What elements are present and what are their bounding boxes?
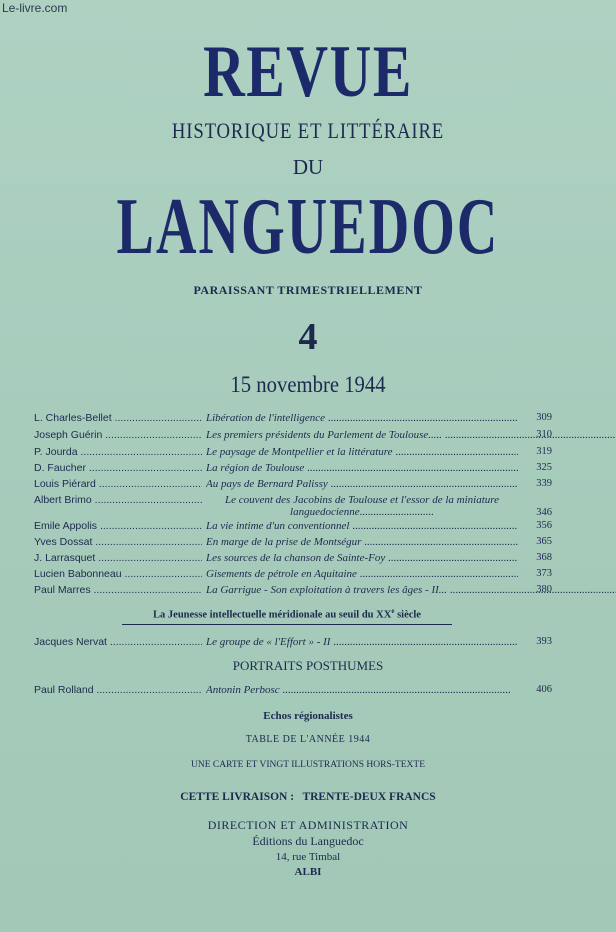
toc-entry bbox=[34, 462, 552, 478]
toc-entry bbox=[34, 552, 552, 568]
toc-title: Le groupe de « l'Effort » - II ..... bbox=[206, 636, 518, 648]
publisher-line: Éditions du Languedoc bbox=[252, 834, 364, 848]
toc-author: D. Faucher ..... bbox=[34, 462, 202, 474]
toc-author: Emile Appolis ..... bbox=[34, 520, 202, 532]
echos-line: Echos régionalistes bbox=[263, 710, 353, 722]
toc-page: 393 bbox=[536, 636, 552, 647]
toc-page: 406 bbox=[536, 684, 552, 695]
street-line: 14, rue Timbal bbox=[275, 851, 341, 863]
toc-title: Antonin Perbosc ..... bbox=[206, 684, 518, 696]
direction-line: DIRECTION ET ADMINISTRATION bbox=[207, 818, 409, 832]
toc-author: Albert Brimo ..... bbox=[34, 494, 202, 506]
issue-date: 15 novembre 1944 bbox=[230, 372, 386, 397]
toc-page: 310 bbox=[536, 429, 552, 440]
toc-entry bbox=[34, 478, 552, 494]
toc-page: 319 bbox=[536, 446, 552, 457]
toc-title: La Garrigue - Son exploitation à travers les âges - II... ..... bbox=[206, 584, 518, 596]
toc-entry bbox=[34, 520, 552, 536]
issue-number: 4 bbox=[298, 316, 318, 358]
toc-entry bbox=[34, 568, 552, 584]
toc-title: En marge de la prise de Montségur ..... bbox=[206, 536, 518, 548]
section-heading bbox=[122, 607, 452, 625]
toc-title: Les sources de la chanson de Sainte-Foy ..... bbox=[206, 552, 518, 564]
toc-author: Jacques Nervat ..... bbox=[34, 636, 202, 648]
portraits-heading: PORTRAITS POSTHUMES bbox=[232, 658, 384, 673]
toc-page: 339 bbox=[536, 478, 552, 489]
toc-title: Au pays de Bernard Palissy ..... bbox=[206, 478, 518, 490]
toc-page: 365 bbox=[536, 536, 552, 547]
toc-page: 309 bbox=[536, 412, 552, 423]
section-heading-text: La Jeunesse intellectuelle méridionale au seuil du XX bbox=[153, 609, 392, 621]
masthead-revue: REVUE bbox=[203, 31, 413, 113]
toc-author: Yves Dossat ..... bbox=[34, 536, 202, 548]
toc-title: Le paysage de Montpellier et la littérature ..... bbox=[206, 446, 518, 458]
toc-author: L. Charles-Bellet ..... bbox=[34, 412, 202, 424]
toc-title: La vie intime d'un conventionnel ..... bbox=[206, 520, 518, 532]
toc-title: Libération de l'intelligence ..... bbox=[206, 412, 518, 424]
illustrations-line: UNE CARTE ET VINGT ILLUSTRATIONS HORS-TEXTE bbox=[190, 760, 426, 770]
toc-entry bbox=[34, 636, 552, 652]
toc-author: Joseph Guérin ..... bbox=[34, 429, 202, 441]
toc-entry bbox=[34, 429, 552, 445]
toc-entry bbox=[34, 584, 552, 600]
toc-page: 373 bbox=[536, 568, 552, 579]
watermark: Le-livre.com bbox=[2, 1, 68, 15]
table-line: TABLE DE L'ANNÉE 1944 bbox=[245, 734, 371, 745]
toc-title: Gisements de pétrole en Aquitaine ..... bbox=[206, 568, 518, 580]
toc-entry bbox=[34, 412, 552, 428]
toc-author: P. Jourda ..... bbox=[34, 446, 202, 458]
toc-page: 346 bbox=[536, 507, 552, 518]
toc-entry bbox=[34, 446, 552, 462]
city-line: ALBI bbox=[294, 866, 322, 878]
toc-page: 325 bbox=[536, 462, 552, 473]
toc-page: 356 bbox=[536, 520, 552, 531]
toc-page: 380 bbox=[536, 584, 552, 595]
toc-author: J. Larrasquet ..... bbox=[34, 552, 202, 564]
price-line: CETTE LIVRAISON : TRENTE-DEUX FRANCS bbox=[180, 791, 436, 803]
masthead-languedoc: LANGUEDOC bbox=[116, 183, 500, 271]
toc-author: Lucien Babonneau ..... bbox=[34, 568, 202, 580]
toc-entry bbox=[34, 684, 552, 700]
section-heading-end: siècle bbox=[394, 609, 421, 621]
section-heading-sup: e bbox=[391, 607, 395, 615]
toc-title: Les premiers présidents du Parlement de Toulouse..... ..... bbox=[206, 429, 518, 441]
frequency-line: PARAISSANT TRIMESTRIELLEMENT bbox=[193, 283, 423, 297]
toc-page: 368 bbox=[536, 552, 552, 563]
toc-author: Paul Marres ..... bbox=[34, 584, 202, 596]
toc-author: Paul Rolland ..... bbox=[34, 684, 202, 696]
toc-entry bbox=[34, 536, 552, 552]
toc-title: Le couvent des Jacobins de Toulouse et l'essor de la miniature languedocienne........................... bbox=[224, 494, 500, 518]
masthead-subtitle: HISTORIQUE ET LITTÉRAIRE bbox=[171, 118, 445, 143]
toc-author: Louis Piérard ..... bbox=[34, 478, 202, 490]
toc-title: La région de Toulouse ..... bbox=[206, 462, 518, 474]
masthead-du: DU bbox=[292, 155, 324, 179]
